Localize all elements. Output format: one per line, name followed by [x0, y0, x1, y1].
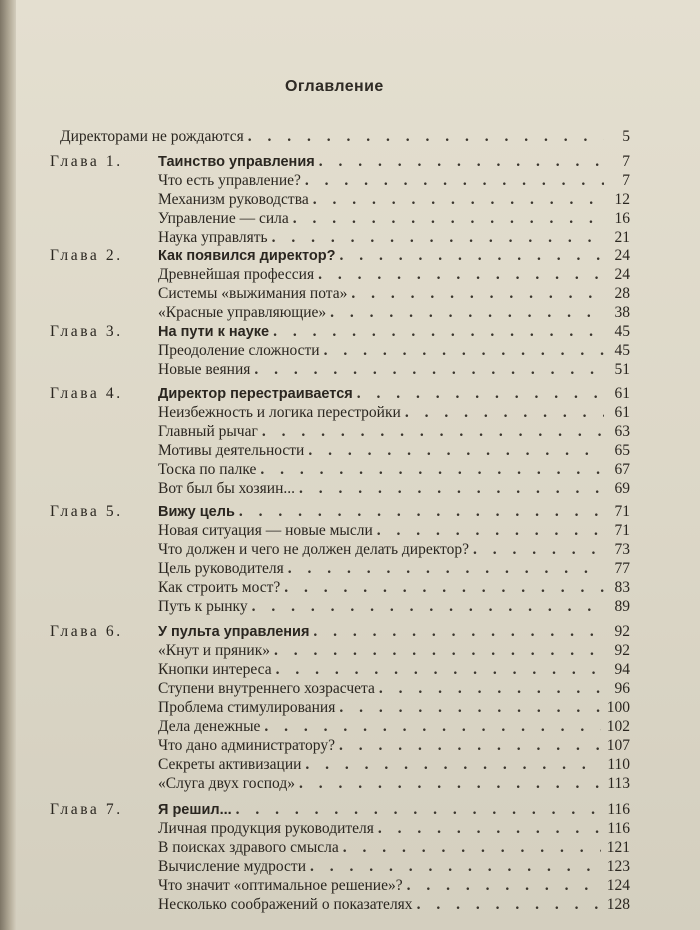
leader-dots [379, 679, 604, 698]
leader-dots [305, 171, 604, 190]
section-page-number: 51 [614, 361, 630, 378]
section-title: Мотивы деятельности [158, 442, 305, 459]
section-row [158, 578, 630, 597]
section-title: Секреты активизации [158, 756, 302, 773]
section-title: Дела денежные [158, 718, 261, 735]
section-row [158, 403, 630, 422]
leader-dots [405, 403, 604, 422]
section-page-number: 100 [606, 699, 630, 716]
leader-dots [284, 578, 604, 597]
section-page-number: 89 [614, 598, 630, 615]
leader-dots [248, 127, 604, 146]
chapter-title-row [158, 800, 630, 819]
leader-dots [313, 190, 604, 209]
leader-dots [274, 641, 604, 660]
section-title: Преодоление сложности [158, 342, 320, 359]
section-row [158, 819, 630, 838]
section-page-number: 69 [614, 480, 630, 497]
section-title: Новые веяния [158, 361, 251, 378]
leader-dots [351, 284, 604, 303]
chapter-2-label: Глава 2. [50, 247, 123, 264]
section-row [158, 679, 630, 698]
section-row [158, 540, 630, 559]
section-row [158, 895, 630, 914]
section-title: Ступени внутреннего хозрасчета [158, 680, 375, 697]
chapter-title-row [158, 322, 630, 341]
chapter-title: Я решил... [158, 802, 232, 818]
leader-dots [293, 209, 604, 228]
section-page-number: 61 [614, 404, 630, 421]
section-row [158, 479, 630, 498]
leader-dots [264, 717, 600, 736]
section-title: Системы «выжимания пота» [158, 285, 348, 302]
section-row [158, 597, 630, 616]
section-page-number: 16 [614, 210, 630, 227]
section-title: Несколько соображений о показателях [158, 896, 413, 913]
leader-dots [473, 540, 604, 559]
section-title: Тоска по палке [158, 461, 257, 478]
section-page-number: 123 [606, 858, 630, 875]
leader-dots [305, 755, 601, 774]
section-row [158, 360, 630, 379]
section-page-number: 71 [614, 522, 630, 539]
leader-dots [319, 152, 604, 171]
section-page-number: 113 [607, 775, 630, 792]
section-title: Что значит «оптимальное решение»? [158, 877, 403, 894]
section-row [158, 698, 630, 717]
section-row [158, 441, 630, 460]
section-title: Древнейшая профессия [158, 266, 315, 283]
section-page-number: 92 [614, 642, 630, 659]
section-page-number: 45 [614, 342, 630, 359]
section-title: Управление — сила [158, 210, 289, 227]
leader-dots [417, 895, 601, 914]
chapter-title-row [158, 384, 630, 403]
leader-dots [377, 521, 604, 540]
section-title: Что должен и чего не должен делать директор? [158, 541, 469, 558]
leader-dots [299, 774, 601, 793]
leader-dots [339, 698, 600, 717]
section-title: Проблема стимулирования [158, 699, 336, 716]
chapter-1-label: Глава 1. [50, 153, 123, 170]
section-title: Личная продукция руководителя [158, 820, 374, 837]
leader-dots [339, 736, 601, 755]
section-page-number: 24 [614, 266, 630, 283]
leader-dots [276, 660, 604, 679]
section-row [158, 265, 630, 284]
chapter-page-number: 7 [622, 153, 630, 170]
section-row [158, 559, 630, 578]
section-row [158, 284, 630, 303]
section-page-number: 83 [614, 579, 630, 596]
leader-dots [239, 502, 604, 521]
section-title: Что есть управление? [158, 172, 301, 189]
chapter-4-label: Глава 4. [50, 385, 123, 402]
section-row [158, 755, 630, 774]
chapter-5-label: Глава 5. [50, 503, 123, 520]
chapter-page-number: 45 [614, 323, 630, 340]
section-page-number: 94 [614, 661, 630, 678]
chapter-title-row [158, 502, 630, 521]
chapter-title: Таинство управления [158, 154, 315, 170]
section-row [158, 521, 630, 540]
section-page-number: 12 [614, 191, 630, 208]
chapter-page-number: 61 [614, 385, 630, 402]
section-page-number: 128 [606, 896, 630, 913]
leader-dots [262, 422, 604, 441]
leader-dots [254, 360, 604, 379]
section-title: Цель руководителя [158, 560, 284, 577]
section-page-number: 73 [614, 541, 630, 558]
section-page-number: 28 [614, 285, 630, 302]
section-row [158, 736, 630, 755]
page-title: Оглавление [285, 78, 384, 95]
section-title: Вычисление мудрости [158, 858, 306, 875]
section-title: Путь к рынку [158, 598, 248, 615]
section-row [158, 209, 630, 228]
section-row [158, 641, 630, 660]
leader-dots [378, 819, 601, 838]
toc-intro-label: Директорами не рождаются [60, 128, 244, 145]
section-page-number: 67 [614, 461, 630, 478]
section-row [158, 774, 630, 793]
leader-dots [288, 559, 604, 578]
leader-dots [272, 228, 604, 247]
leader-dots [324, 341, 604, 360]
section-title: Кнопки интереса [158, 661, 272, 678]
leader-dots [357, 384, 604, 403]
section-row [158, 190, 630, 209]
chapter-page-number: 71 [614, 503, 630, 520]
section-title: Наука управлять [158, 229, 268, 246]
section-title: Как строить мост? [158, 579, 281, 596]
section-row [158, 341, 630, 360]
section-page-number: 63 [614, 423, 630, 440]
section-page-number: 7 [622, 172, 630, 189]
section-title: Главный рычаг [158, 423, 258, 440]
leader-dots [299, 479, 604, 498]
section-row [158, 857, 630, 876]
section-page-number: 77 [614, 560, 630, 577]
section-title: «Красные управляющие» [158, 304, 327, 321]
section-row [158, 460, 630, 479]
leader-dots [273, 322, 604, 341]
toc-intro-row [60, 127, 630, 146]
section-page-number: 110 [607, 756, 630, 773]
chapter-title: На пути к науке [158, 324, 270, 340]
leader-dots [339, 246, 604, 265]
section-page-number: 65 [614, 442, 630, 459]
section-row [158, 660, 630, 679]
section-page-number: 121 [606, 839, 630, 856]
section-title: Новая ситуация — новые мысли [158, 522, 373, 539]
leader-dots [310, 857, 601, 876]
leader-dots [236, 800, 602, 819]
leader-dots [252, 597, 604, 616]
section-row [158, 838, 630, 857]
section-row [158, 171, 630, 190]
leader-dots [313, 622, 604, 641]
section-title: В поисках здравого смысла [158, 839, 339, 856]
chapter-page-number: 92 [614, 623, 630, 640]
chapter-title-row [158, 152, 630, 171]
section-page-number: 124 [606, 877, 630, 894]
toc-intro-page: 5 [622, 128, 630, 145]
section-title: Вот был бы хозяин... [158, 480, 295, 497]
section-title: Что дано администратору? [158, 737, 335, 754]
chapter-6-label: Глава 6. [50, 623, 123, 640]
section-row [158, 876, 630, 895]
section-page-number: 107 [606, 737, 630, 754]
leader-dots [260, 460, 604, 479]
leader-dots [308, 441, 604, 460]
section-page-number: 96 [614, 680, 630, 697]
chapter-3-label: Глава 3. [50, 323, 123, 340]
section-page-number: 102 [606, 718, 630, 735]
chapter-page-number: 24 [614, 247, 630, 264]
chapter-7-label: Глава 7. [50, 801, 123, 818]
section-title: «Кнут и пряник» [158, 642, 270, 659]
section-page-number: 38 [614, 304, 630, 321]
chapter-title: Вижу цель [158, 504, 235, 520]
section-row [158, 422, 630, 441]
section-row [158, 717, 630, 736]
section-page-number: 21 [614, 229, 630, 246]
leader-dots [318, 265, 604, 284]
chapter-title-row [158, 246, 630, 265]
chapter-title: У пульта управления [158, 624, 310, 640]
section-page-number: 116 [607, 820, 630, 837]
chapter-title: Как появился директор? [158, 248, 336, 264]
chapter-page-number: 116 [607, 801, 630, 818]
section-title: Неизбежность и логика перестройки [158, 404, 401, 421]
leader-dots [330, 303, 604, 322]
section-row [158, 303, 630, 322]
leader-dots [343, 838, 601, 857]
section-title: «Слуга двух господ» [158, 775, 295, 792]
section-title: Механизм руководства [158, 191, 309, 208]
chapter-title-row [158, 622, 630, 641]
leader-dots [407, 876, 601, 895]
section-row [158, 228, 630, 247]
chapter-title: Директор перестраивается [158, 386, 353, 402]
